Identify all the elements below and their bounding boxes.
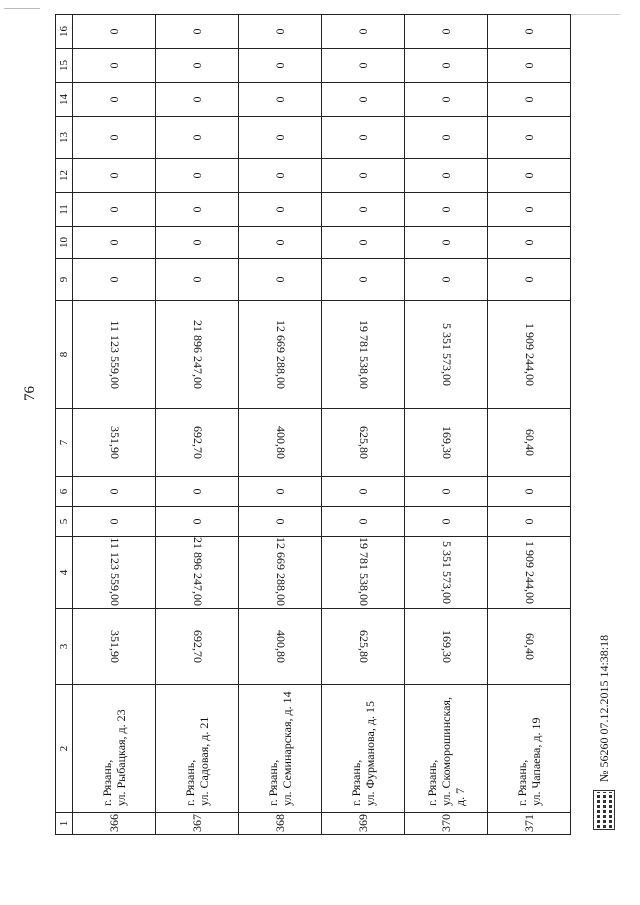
column-number: 10 [56,227,73,259]
value-cell-col-13: 0 [322,117,405,159]
address-cell [156,685,239,813]
value-cell-col-3: 692,70 [156,609,239,685]
value-cell-col-5: 0 [405,507,488,537]
table-row [322,15,405,835]
row-number: 369 [322,813,405,835]
value-cell-col-4: 19 781 538,00 [322,537,405,609]
value-cell-col-3: 625,80 [322,609,405,685]
column-number: 13 [56,117,73,159]
value-cell-col-9: 0 [156,259,239,301]
address-city: г. Рязань, [349,759,363,806]
value-cell-col-7: 692,70 [156,409,239,477]
value-cell-col-9: 0 [322,259,405,301]
value-cell-col-13: 0 [73,117,156,159]
table-row [73,15,156,835]
registry-table-container [55,15,565,835]
value-cell-col-12: 0 [73,159,156,193]
registry-table [55,14,571,835]
stamp-text: № 56260 07.12.2015 14:38:18 [596,634,611,782]
column-number: 11 [56,193,73,227]
registry-logo-icon [593,790,615,830]
value-cell-col-4: 5 351 573,00 [405,537,488,609]
value-cell-col-16: 0 [156,15,239,49]
value-cell-col-16: 0 [488,15,571,49]
value-cell-col-12: 0 [322,159,405,193]
value-cell-col-13: 0 [156,117,239,159]
value-cell-col-14: 0 [488,83,571,117]
value-cell-col-6: 0 [239,477,322,507]
value-cell-col-15: 0 [239,49,322,83]
value-cell-col-6: 0 [488,477,571,507]
address-cell [239,685,322,813]
value-cell-col-4: 12 669 288,00 [239,537,322,609]
value-cell-col-3: 351,90 [73,609,156,685]
value-cell-col-11: 0 [239,193,322,227]
value-cell-col-14: 0 [322,83,405,117]
scan-mark-top-left [4,8,40,9]
address-street: ул. Скоморошинская, д. 7 [439,697,467,806]
value-cell-col-3: 60,40 [488,609,571,685]
value-cell-col-4: 11 123 559,00 [73,537,156,609]
value-cell-col-5: 0 [322,507,405,537]
column-number: 12 [56,159,73,193]
value-cell-col-11: 0 [73,193,156,227]
value-cell-col-7: 625,80 [322,409,405,477]
value-cell-col-6: 0 [73,477,156,507]
value-cell-col-4: 1 909 244,00 [488,537,571,609]
value-cell-col-6: 0 [322,477,405,507]
address-city: г. Рязань, [100,759,114,806]
value-cell-col-8: 1 909 244,00 [488,301,571,409]
value-cell-col-10: 0 [156,227,239,259]
address-street: ул. Чапаева, д. 19 [529,717,543,806]
row-number: 366 [73,813,156,835]
column-number: 16 [56,15,73,49]
value-cell-col-5: 0 [488,507,571,537]
value-cell-col-14: 0 [239,83,322,117]
column-number: 3 [56,609,73,685]
value-cell-col-16: 0 [405,15,488,49]
column-number: 2 [56,685,73,813]
value-cell-col-11: 0 [488,193,571,227]
value-cell-col-5: 0 [73,507,156,537]
table-row [239,15,322,835]
column-number: 4 [56,537,73,609]
registration-stamp [590,570,618,830]
value-cell-col-12: 0 [488,159,571,193]
address-city: г. Рязань, [515,759,529,806]
value-cell-col-10: 0 [322,227,405,259]
column-number: 1 [56,813,73,835]
table-row [488,15,571,835]
address-cell [405,685,488,813]
column-number: 9 [56,259,73,301]
row-number: 368 [239,813,322,835]
value-cell-col-5: 0 [239,507,322,537]
value-cell-col-12: 0 [405,159,488,193]
value-cell-col-8: 11 123 559,00 [73,301,156,409]
address-city: г. Рязань, [425,759,439,806]
value-cell-col-16: 0 [239,15,322,49]
value-cell-col-3: 400,80 [239,609,322,685]
address-street: ул. Фурманова, д. 15 [363,701,377,806]
value-cell-col-13: 0 [239,117,322,159]
value-cell-col-8: 12 669 288,00 [239,301,322,409]
value-cell-col-11: 0 [322,193,405,227]
value-cell-col-7: 60,40 [488,409,571,477]
column-number-row [56,15,73,835]
value-cell-col-14: 0 [156,83,239,117]
value-cell-col-14: 0 [405,83,488,117]
value-cell-col-15: 0 [405,49,488,83]
value-cell-col-5: 0 [156,507,239,537]
value-cell-col-7: 351,90 [73,409,156,477]
value-cell-col-10: 0 [73,227,156,259]
page-number: 76 [22,386,38,401]
value-cell-col-15: 0 [488,49,571,83]
value-cell-col-9: 0 [405,259,488,301]
value-cell-col-10: 0 [239,227,322,259]
address-street: ул. Семинарская, д. 14 [280,691,294,806]
value-cell-col-15: 0 [73,49,156,83]
value-cell-col-9: 0 [73,259,156,301]
column-number: 8 [56,301,73,409]
value-cell-col-8: 21 896 247,00 [156,301,239,409]
value-cell-col-13: 0 [405,117,488,159]
table-row [405,15,488,835]
address-street: ул. Рыбацкая, д. 23 [114,709,128,806]
value-cell-col-12: 0 [239,159,322,193]
value-cell-col-14: 0 [73,83,156,117]
value-cell-col-16: 0 [73,15,156,49]
value-cell-col-10: 0 [405,227,488,259]
column-number: 14 [56,83,73,117]
column-number: 5 [56,507,73,537]
address-cell [488,685,571,813]
value-cell-col-7: 169,30 [405,409,488,477]
value-cell-col-9: 0 [239,259,322,301]
value-cell-col-11: 0 [405,193,488,227]
value-cell-col-8: 5 351 573,00 [405,301,488,409]
address-city: г. Рязань, [183,759,197,806]
value-cell-col-15: 0 [322,49,405,83]
column-number: 7 [56,409,73,477]
address-street: ул. Садовая, д. 21 [197,716,211,806]
registry-table-body [56,15,571,835]
value-cell-col-15: 0 [156,49,239,83]
value-cell-col-11: 0 [156,193,239,227]
value-cell-col-12: 0 [156,159,239,193]
row-number: 371 [488,813,571,835]
row-number: 370 [405,813,488,835]
value-cell-col-16: 0 [322,15,405,49]
column-number: 6 [56,477,73,507]
row-number: 367 [156,813,239,835]
value-cell-col-9: 0 [488,259,571,301]
address-cell [73,685,156,813]
column-number: 15 [56,49,73,83]
value-cell-col-3: 169,30 [405,609,488,685]
address-city: г. Рязань, [266,759,280,806]
value-cell-col-7: 400,80 [239,409,322,477]
value-cell-col-13: 0 [488,117,571,159]
value-cell-col-8: 19 781 538,00 [322,301,405,409]
table-row [156,15,239,835]
value-cell-col-10: 0 [488,227,571,259]
value-cell-col-6: 0 [405,477,488,507]
value-cell-col-4: 21 896 247,00 [156,537,239,609]
address-cell [322,685,405,813]
value-cell-col-6: 0 [156,477,239,507]
